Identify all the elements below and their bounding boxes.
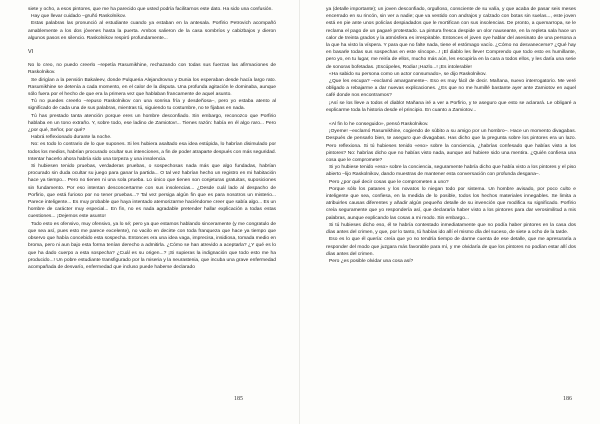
paragraph: «Ha sabido su persona como un actor consumado», se dijo Raskolnikov.	[329, 71, 487, 77]
paragraph: Tú no puedes creerlo –repuso Raskolnikov con una sonrisa fría y desdeñosa–, pero yo estaba atento al significado de cada una de sus palabras, mientras tú, siguiendo tu costumbre, no te fijabas en nada.	[28, 99, 276, 112]
paragraph: Si yo hubiese tenido «eso» sobre la conciencia, seguramente habría dicho que había visto a los pintores y el piso abierto –lijo Raskolnikov, dando muestras de mantener esta conversación con profunda desgana–.	[326, 165, 576, 178]
paragraph: Se dirigían a la pensión Bakaleev, donde Pulqueria Alejandrovna y Dunia los esperaban desde hacía largo rato. Rasumikhine se detenía a cada momento, en el calor de la disputa. Una profunda agitación le dominaba, aunque sólo fuera por el hecho de que era la primera vez que hablaban francamente de aquel asunto.	[28, 77, 276, 98]
chapter-heading: VI	[28, 49, 34, 56]
paragraph: «Al fin lo he conseguido», pensó Raskolnikov.	[329, 122, 429, 128]
page-number: 186	[563, 396, 572, 402]
paragraph: Todo esto es ofensivo, muy ofensivo, ya lo sé; pero ya que estamos hablando sinceramente (y me congratulo de que sea así, pues esto me parece excelente), no vacilo en decirte con toda franqueza que hace ya tiempo que observo que había concebido esta sospecha. Entonces era una idea vaga, imprecisa, insidiosa, tomada medio en broma, pero ni aun bajo esta forma tenían derecho a admitirla. ¿Cómo se han atrevido a aceptarla? ¿Y qué es lo que ha dado cuerpo a esta sospecha? ¿Cuál es su origen...? ¡Si supieras la indignación que todo esto me ha producido...! Un pobre estudiante transfigurado por la miseria y la neurastenia, que incuba una grave enfermedad acompañada de desvarío, enfermedad que incluso puede haberse declarado	[28, 221, 276, 270]
paragraph: siete y ocho, a esos pintores, que me ha parecido que usted podría facilitarnos este dato. Ha sido una confusión.	[28, 7, 273, 12]
paragraph: Pero ¿es posible olvidar una cosa así?	[329, 258, 414, 264]
paragraph: Si tú hubieses dicho eso, él te habría contestado inmediatamente que no podía haber pintores en la casa dos días antes del crimen, y que, por lo tanto, tú habías ido allí el mismo día del suceso, de siete a ocho de la tarde.	[326, 222, 576, 236]
left-page-text	[28, 6, 276, 271]
paragraph: Hay que llevar cuidado –gruñó Raskolnikov.	[31, 14, 127, 20]
paragraph: No lo creo, no puedo creerlo –repetía Rasumikhine, rechazando con todas sus fuerzas las afirmaciones de Raskolnikov.	[28, 63, 276, 76]
paragraph: Pero ¿por qué decir cosas que le comprometen a uno?	[329, 179, 449, 185]
page-number: 185	[234, 396, 243, 402]
paragraph: Si hubiesen tenido pruebas, verdaderas pruebas, o sospechosas nada más que algo fundadas, habrían procurado sin duda ocultar su juego para ganar la partida... O tal vez habrían hecho un registro en mi habitación hace ya tiempo... Pero no tienen ni una sola prueba. Lo único que tienen son conjeturas gratuitas, suposiciones sin fundamento. Por eso intentan desconcertarme con sus insolencias... ¿Desde cuál lado al despacho de Porfirio, que está furioso por no tener pruebas...? Tal vez persiga algún fin que es para nosotros un misterio... Parece inteligente... Es muy probable que haya intentado atemorizarme haciéndome creer que sabía algo... Es un hombre de carácter muy especial... En fin, no es nada agradable pretender hallar explicación a todas estas cuestiones... ¡Dejemos este asunto!	[28, 164, 276, 220]
right-page	[300, 0, 600, 424]
paragraph: Eso es lo que él quería: creía que yo no tendría tiempo de darme cuenta de ese detalle, que me apresuraría a responder del modo que juzgara más favorable para mí, y me olvidaría de que los pintores no podían estar allí dos días antes del crimen.	[326, 237, 576, 257]
paragraph: ¿Que les escupa? –exclamó amargamente–. Eso es muy fácil de decir. Mañana, nuevo interrogatorio. Me veré obligado a rebajarme a dar nuevas explicaciones. ¿Es que no me humillé bastante ayer ante Zamiotov en aquel café donde nos encontramos?	[326, 79, 576, 99]
paragraph: ¡Así se los lleve a todos el diablo! Mañana iré a ver a Porfirio, y te aseguro que esto se aclarará. Le obligaré a explicarme toda la historia desde el principio. En cuanto a Zamiotov...	[326, 100, 576, 113]
right-page-text	[326, 6, 576, 265]
paragraph: ya (detalle importante); un joven desconfiado, orgulloso, consciente de su valía, y que acaba de pasar seis meses encerrado en su rincón, sin ver a nadie; que va vestido con andrajos y calzado con botas sin suelas..., este joven está en pie ante unos policías despiadados que le mortifican con sus insolencias. De pronto, a quemarropa, se le reclama el pago de un pagaré protestado. La pintura fresca despide un olor nauseante, en la repleta sala hace un calor de treinta grados y la atmósfera es irrespirable. Entonces el joven oye hablar del asesinato de una persona a la que ha visto la víspera. Y para que no falte nada, tiene el estómago vacío. ¿Cómo no desvanecerse? ¿Qué hay en basarle todas sus sospechas en este síncope...! ¡El diablo les lleve! Comprendo que todo esto es humillante, pero yo, en tu lugar, me reiría de ellos, mucho más aún, les escupiría en la cara a todos ellos, y les daría una serie de sonoras bofetadas. ¡Escúpeles, Rodia! ¡Hazlo...! ¡Es intolerable!	[326, 7, 576, 70]
paragraph: Estas palabras las pronunció al estudiante cuando ya estaban en la antesala. Porfirio Petrovich acompañó amablemente a los dos jóvenes hasta la puerta. Ambos salieron de la casa sombríos y cabizbajos y dieron algunos pasos en silencio. Raskolnikov respiró profundamente...	[28, 21, 276, 41]
paragraph: Habrá reflexionado durante la noche.	[31, 135, 112, 141]
paragraph: Porque sólo los patanes y los novatos lo niegan todo por sistema. Un hombre avisado, por poco culto e inteligente que sea, confiesa, en la medida de lo posible, todos los hechos materiales innegables. Se limita a atribuirles causas diferentes y añadir algún pequeño detalle de su invención que modifica su significado. Porfirio creía seguramente que yo respondería así, que declararía haber visto a los pintores para dar verosimilitud a mis palabras, aunque explicando las cosas a mi modo. Sin embargo...	[326, 186, 576, 221]
paragraph: ¡Oyeme! –exclamó Rasumikhine, cogiendo de súbito a su amigo por un hombro–. Hace un momento divagabas. Después de pensarlo bien, te aseguro que divagabas. Has dicho que la pregunta sobre los pintores era un lazo. Pero reflexiona. Si tú hubieses tenido «eso» sobre la conciencia, ¿habrías confesado que habías visto a los pintores? No: habrías dicho que no habías visto nada, aunque así hubiere sido una mentira. ¿Quién confiesa una cosa que le compromete?	[326, 129, 576, 164]
paragraph: Tú has prestado tanta atención porque eres un hombre desconfiado. Sin embargo, reconozco que Porfirio hablaba en un tono extraño. Y, sobre todo, ese ladino de Zamiotov!... Tienes razón: había en él algo raro... Pero ¿por qué, Señor, por qué?	[28, 113, 276, 134]
paragraph: No: es todo lo contrario de lo que supones. Si les hubiera asaltado esa idea estúpida, lo habrían disimulado por todos los medios, habrían procurado ocultar sus intenciones, a fin de poder atraparte después con más seguridad. Intentar hacerlo ahora habría sido una torpeza y una insolencia.	[28, 142, 276, 162]
